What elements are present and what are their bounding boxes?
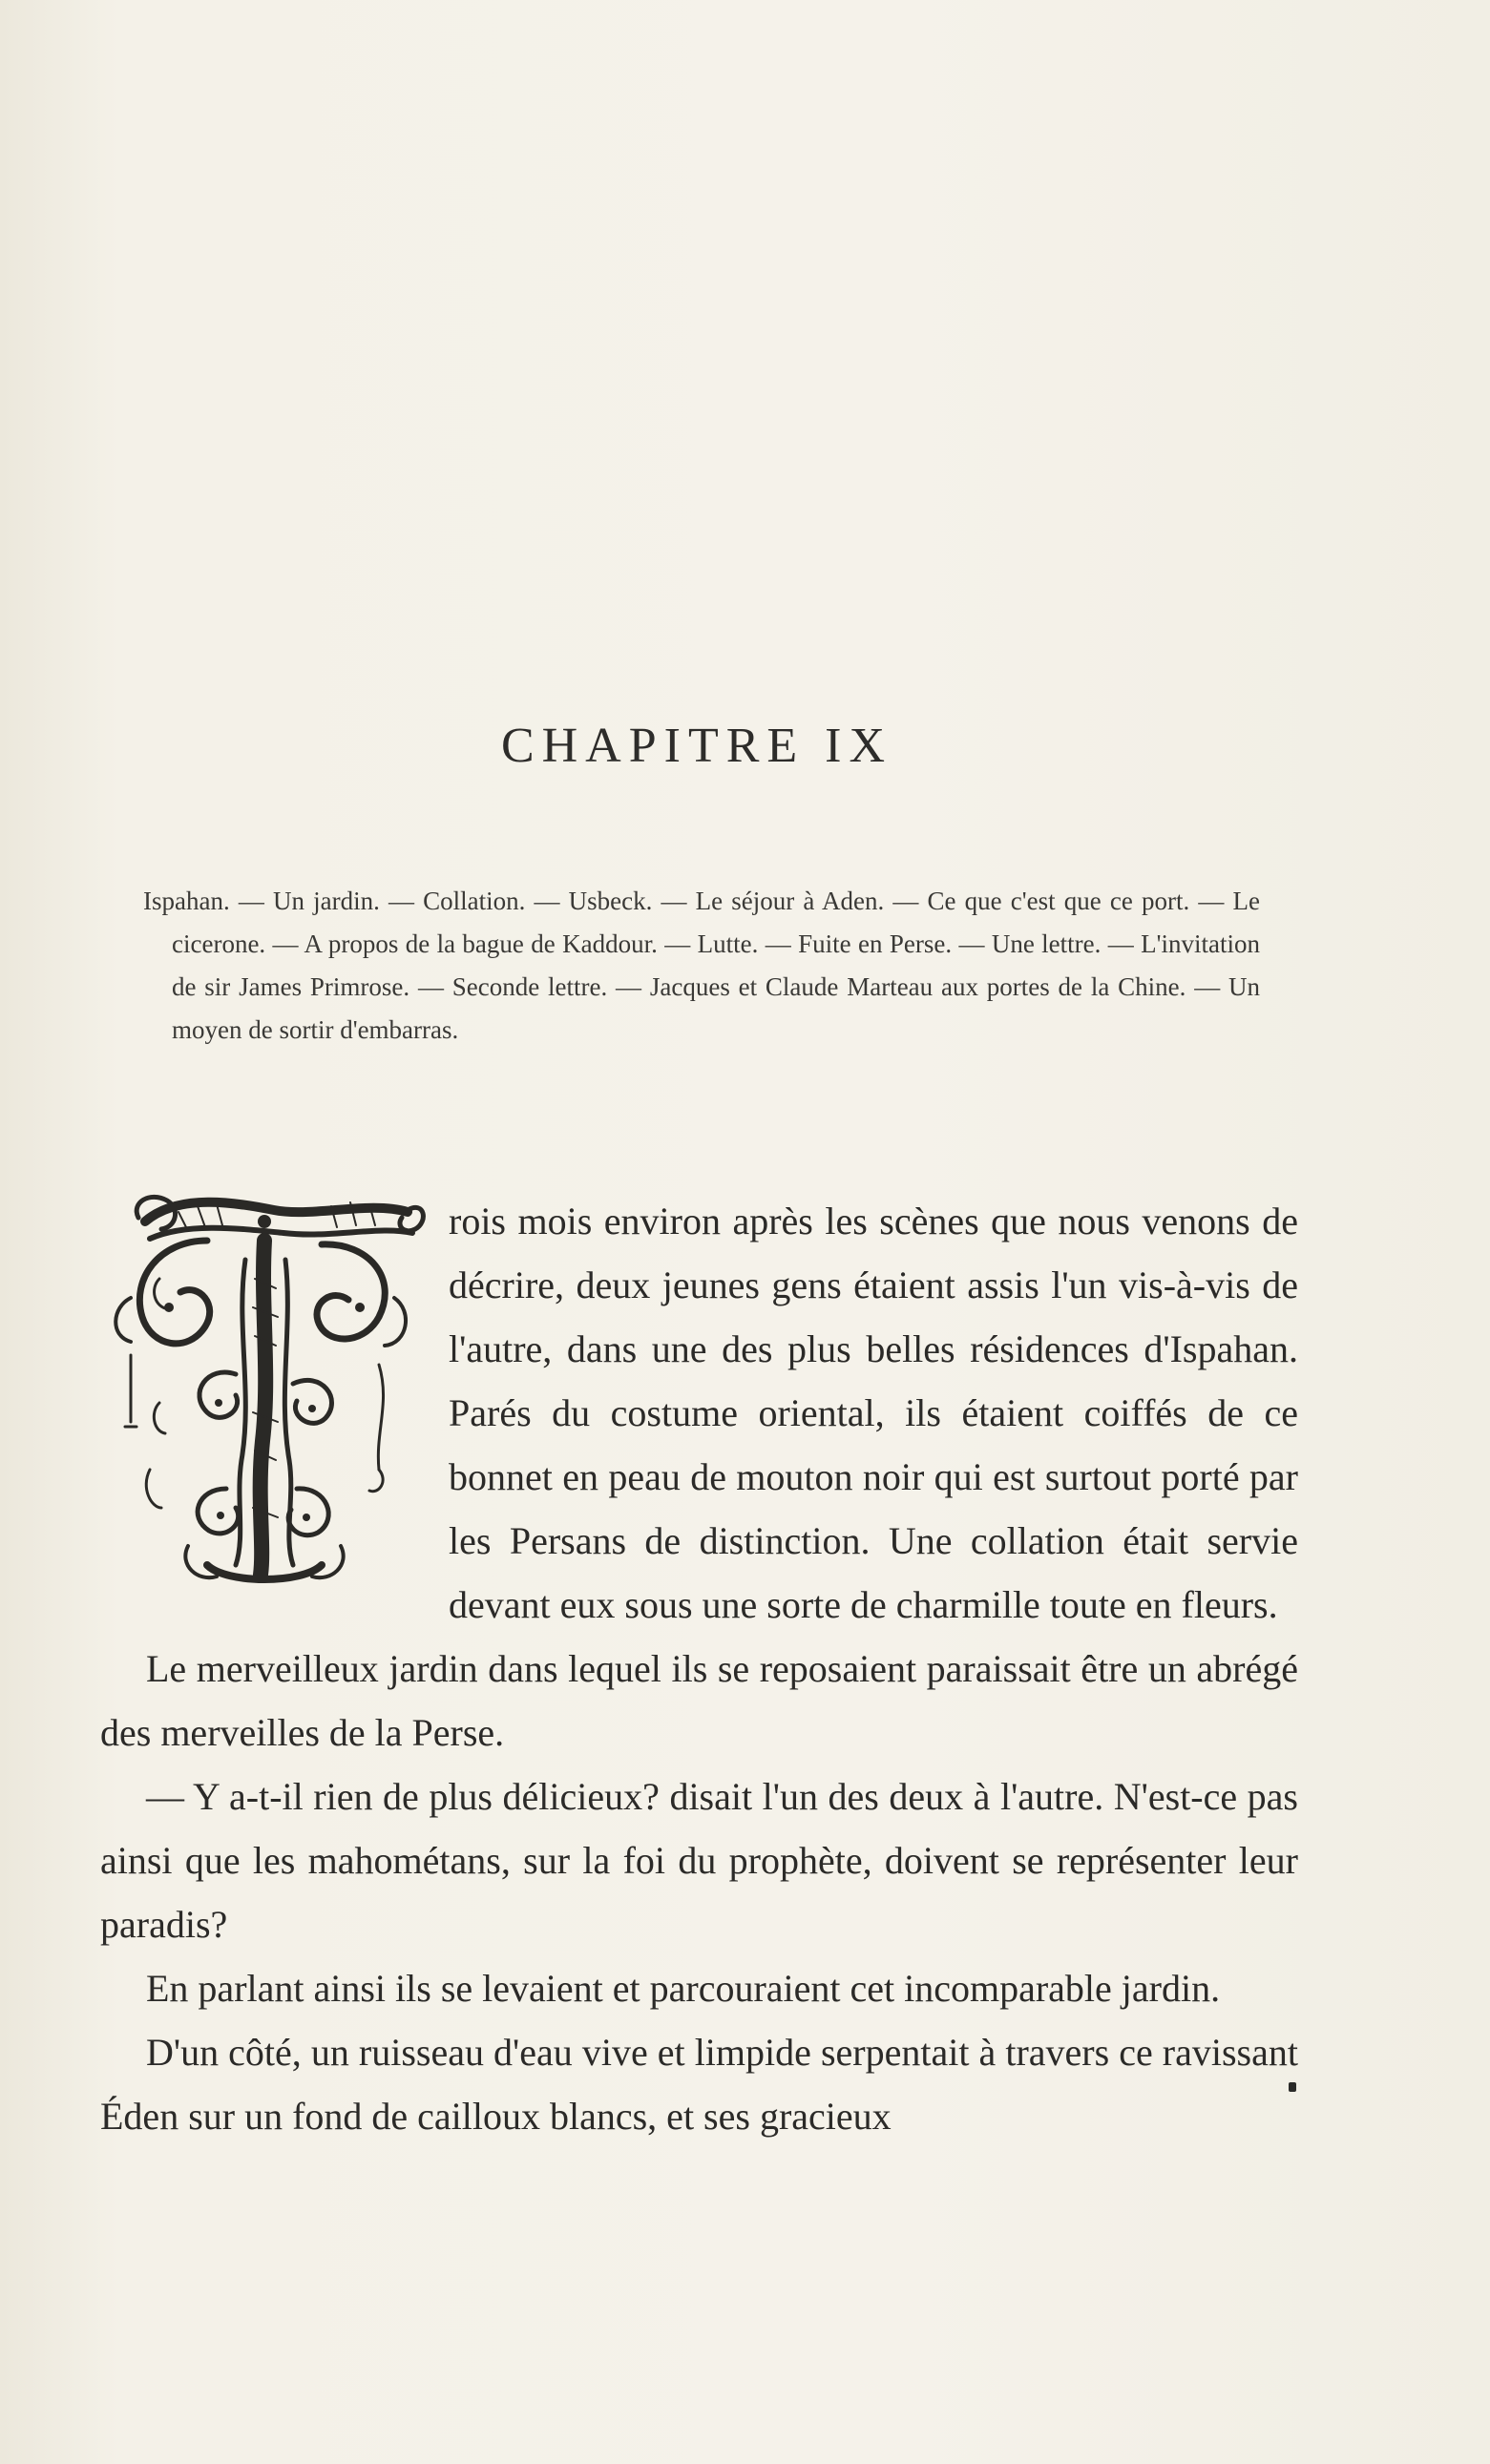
body-text <box>100 1189 1298 2148</box>
ink-speck <box>1289 2082 1296 2092</box>
chapter-title: CHAPITRE IX <box>500 719 893 773</box>
chapter-summary: Ispahan. — Un jardin. — Collation. — Usbeck. — Le séjour à Aden. — Ce que c'est que ce port. — Le cicerone. — A propos de la bague de Kaddour. — Lutte. — Fuite en Perse. — Une lettre. — L'invitation de sir James Primrose. — Seconde lettre. — Jacques et Claude Marteau aux portes de la Chine. — Un moyen de sortir d'embarras. <box>143 887 1260 1044</box>
paragraph-4: En parlant ainsi ils se levaient et parcouraient cet incomparable jardin. <box>146 1967 1221 2010</box>
ornamental-drop-cap <box>93 1183 431 1594</box>
paragraph-3: — Y a-t-il rien de plus délicieux? disait l'un des deux à l'autre. N'est-ce pas ainsi que les mahométans, sur la foi du prophète, doivent se représenter leur paradis? <box>100 1775 1298 1946</box>
paragraph-2: Le merveilleux jardin dans lequel ils se reposaient paraissait être un abrégé des merveilles de la Perse. <box>100 1647 1298 1754</box>
paragraph-1: rois mois environ après les scènes que nous venons de décrire, deux jeunes gens étaient assis l'un vis-à-vis de l'autre, dans une des plus belles résidences d'Ispahan. Parés du costume oriental, ils étaient coiffés de ce bonnet en peau de mouton noir qui est surtout porté par les Persans de distinction. Une collation était servie devant eux sous une sorte de charmille toute en fleurs. <box>449 1200 1298 1626</box>
ornamental-t-icon <box>93 1183 431 1594</box>
paragraph-5: D'un côté, un ruisseau d'eau vive et limpide serpentait à travers ce ravissant Éden sur un fond de cailloux blancs, et ses gracieux <box>100 2031 1298 2138</box>
